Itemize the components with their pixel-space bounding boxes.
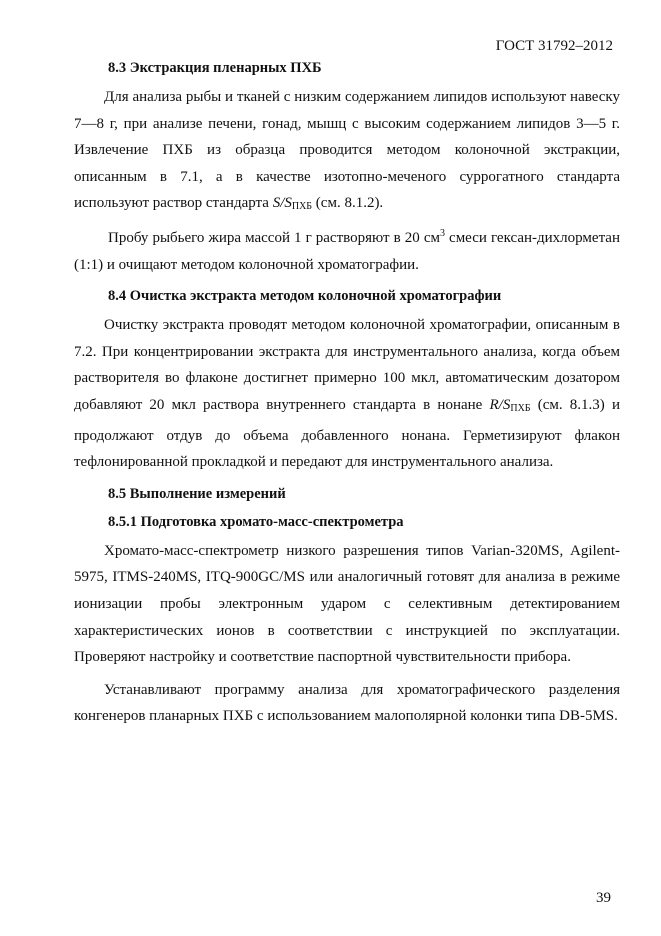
- page-number: 39: [596, 890, 611, 906]
- section-8-5-1-heading: 8.5.1 Подготовка хромато-масс-спектрометра: [108, 513, 404, 530]
- section-8-4-heading: 8.4 Очистка экстракта методом колоночной хроматографии: [108, 288, 502, 305]
- document-id: ГОСТ 31792–2012: [495, 38, 613, 54]
- section-8-3-paragraph-1: Для анализа рыбы и тканей с низким содержанием липидов используют навеску 7—8 г, при анализе печени, гонад, мышц с высоким содержанием липидов 3—5 г. Извлечение ПХБ из образца проводится методом колоночной экстракции, описанным в 7.1, а в качестве изотопно-меченого суррогатного стандарта используют раствор стандарта $S/S_{ПХБ}$ (см. 8.1.2).: [74, 89, 620, 213]
- section-8-4-paragraph: Очистку экстракта проводят методом колоночной хроматографии, описанным в 7.2. При концентрировании экстракта для инструментального анализа, когда объем растворителя во флаконе достигнет примерно 100 мкл, автоматическим дозатором добавляют 20 мкл раствора внутреннего стандарта в нонане $R/S_{ПХБ}$ (см. 8.1.3) и продолжают отдув до объема добавленного нонана. Герметизируют флакон тефлонированной прокладкой и передают для инструментального анализа.: [74, 317, 621, 471]
- section-8-3-heading: 8.3 Экстракция пленарных ПХБ: [108, 60, 322, 76]
- section-8-5-heading: 8.5 Выполнение измерений: [108, 485, 286, 502]
- section-8-5-1-paragraph-2: Устанавливают программу анализа для хроматографического разделения конгенеров планарных ПХБ с использованием малополярной колонки типа DB-5MS.: [74, 681, 620, 725]
- page-content: [74, 58, 620, 730]
- section-8-5-1-paragraph-1: Хромато-масс-спектрометр низкого разрешения типов Varian-320MS, Agilent-5975, ITMS-240MS, ITQ-900GC/MS или аналогичный готовят для анализа в режиме ионизации пробы электронным ударом с селективным детектированием характеристических ионов в соответствии с инструкцией по эксплуатации. Проверяют настройку и соответствие паспортной чувствительности прибора.: [74, 542, 620, 666]
- section-8-3-paragraph-2: Пробу рыбьего жира массой 1 г растворяют в 20 $см^3$ смеси гексан-дихлорметан (1:1) и очищают методом колоночной хроматографии.: [74, 227, 620, 273]
